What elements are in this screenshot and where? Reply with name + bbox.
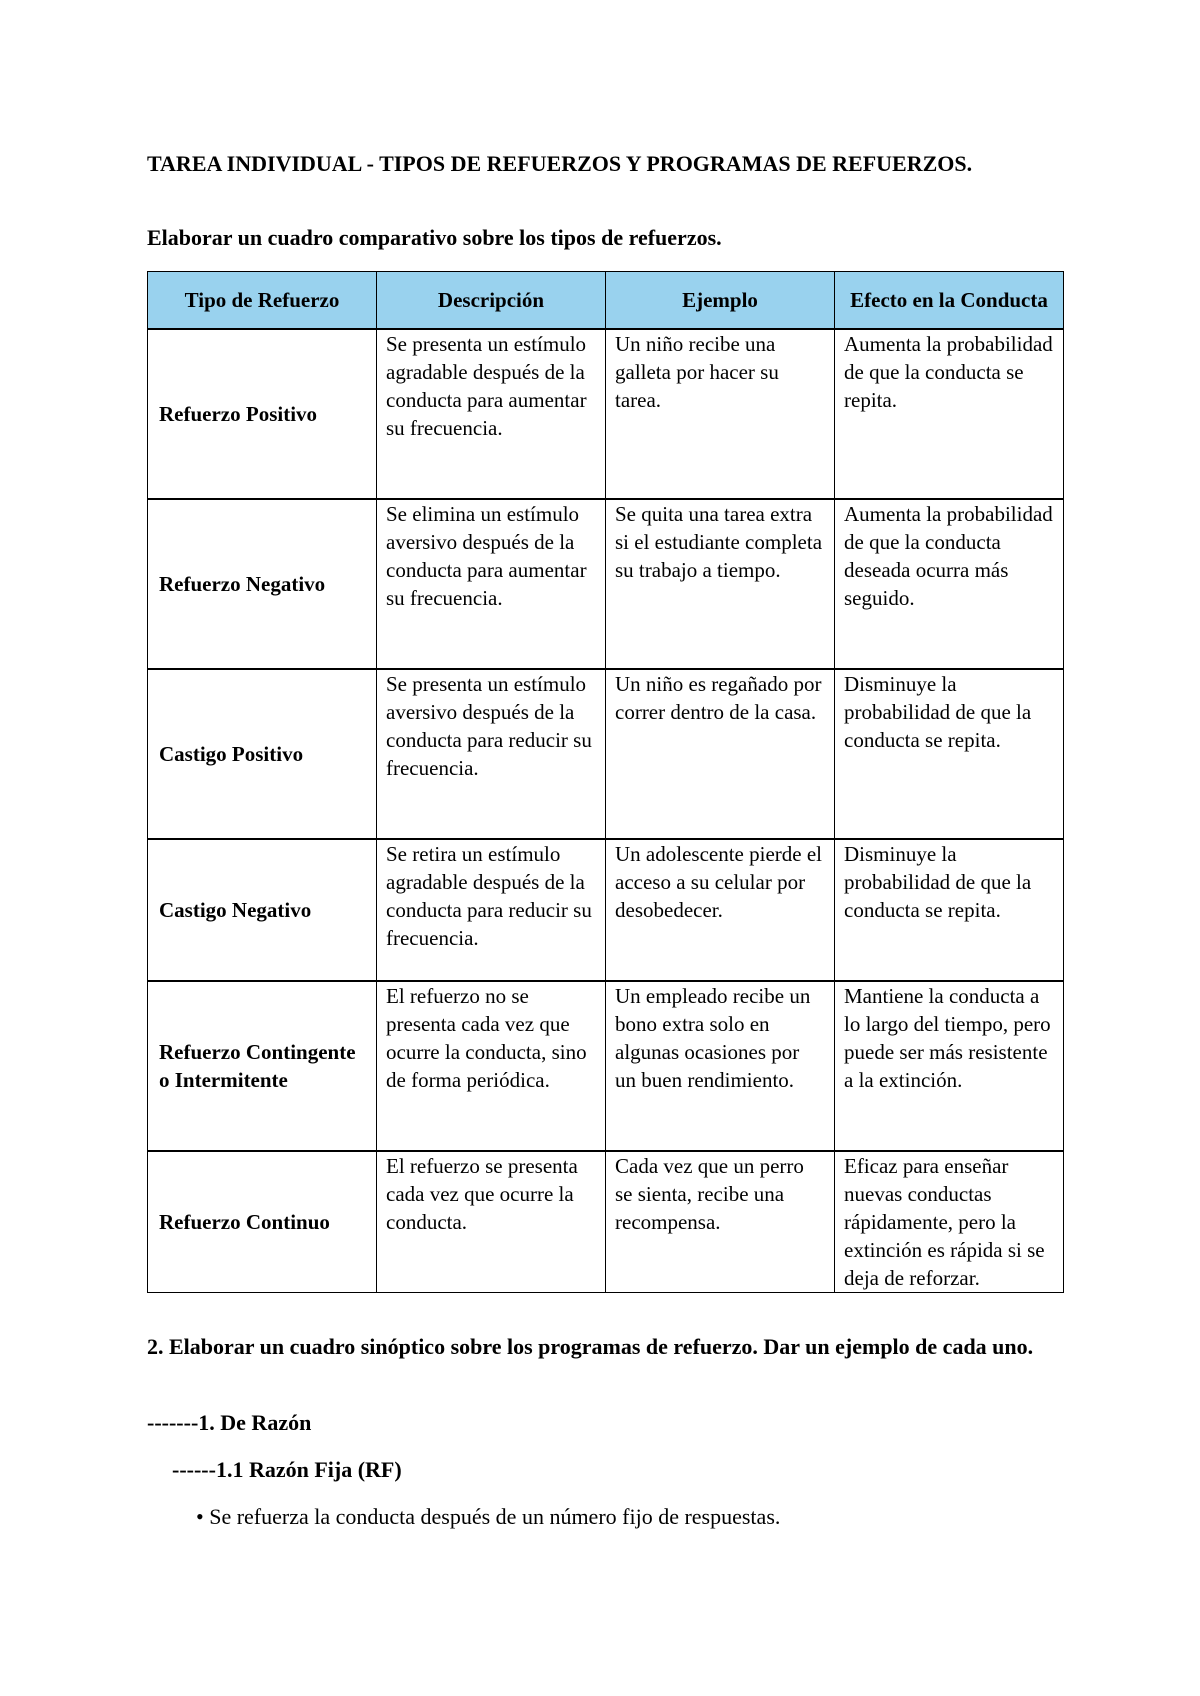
document-title: TAREA INDIVIDUAL - TIPOS DE REFUERZOS Y PROGRAMAS DE REFUERZOS. [147,151,973,176]
outline-level-1: -------1. De Razón [147,1410,312,1435]
section-2-heading: 2. Elaborar un cuadro sinóptico sobre los programas de refuerzo. Dar un ejemplo de cada uno. [147,1334,1034,1359]
cell-description: Se presenta un estímulo aversivo después de la conducta para reducir su frecuencia. [377,669,606,839]
cell-effect: Eficaz para enseñar nuevas conductas rápidamente, pero la extinción es rápida si se deja de reforzar. [835,1151,1064,1293]
column-header: Ejemplo [606,272,835,330]
cell-description: Se presenta un estímulo agradable después de la conducta para aumentar su frecuencia. [377,329,606,499]
table-row [148,981,1064,1151]
cell-description: El refuerzo no se presenta cada vez que ocurre la conducta, sino de forma periódica. [377,981,606,1151]
cell-example: Un niño es regañado por correr dentro de la casa. [606,669,835,839]
comparison-table [147,271,1064,1293]
outline-bullet: • Se refuerza la conducta después de un número fijo de respuestas. [196,1504,781,1529]
cell-effect: Aumenta la probabilidad de que la conducta deseada ocurra más seguido. [835,499,1064,669]
cell-description: El refuerzo se presenta cada vez que ocurre la conducta. [377,1151,606,1293]
cell-example: Un empleado recibe un bono extra solo en algunas ocasiones por un buen rendimiento. [606,981,835,1151]
cell-type: Refuerzo Contingente o Intermitente [148,981,377,1151]
table-header-row [148,272,1064,330]
table-row [148,839,1064,981]
cell-type: Castigo Negativo [148,839,377,981]
table-row [148,1151,1064,1293]
cell-type: Refuerzo Negativo [148,499,377,669]
column-header: Efecto en la Conducta [835,272,1064,330]
cell-effect: Aumenta la probabilidad de que la conducta se repita. [835,329,1064,499]
cell-example: Un adolescente pierde el acceso a su celular por desobedecer. [606,839,835,981]
cell-effect: Disminuye la probabilidad de que la conducta se repita. [835,839,1064,981]
cell-effect: Disminuye la probabilidad de que la conducta se repita. [835,669,1064,839]
table-row [148,329,1064,499]
cell-type: Refuerzo Continuo [148,1151,377,1293]
cell-example: Se quita una tarea extra si el estudiante completa su trabajo a tiempo. [606,499,835,669]
cell-description: Se elimina un estímulo aversivo después de la conducta para aumentar su frecuencia. [377,499,606,669]
cell-example: Cada vez que un perro se sienta, recibe una recompensa. [606,1151,835,1293]
cell-description: Se retira un estímulo agradable después de la conducta para reducir su frecuencia. [377,839,606,981]
column-header: Descripción [377,272,606,330]
table-row [148,669,1064,839]
outline-level-2: ------1.1 Razón Fija (RF) [172,1457,402,1482]
table-row [148,499,1064,669]
cell-type: Refuerzo Positivo [148,329,377,499]
section-1-heading: Elaborar un cuadro comparativo sobre los tipos de refuerzos. [147,225,722,250]
cell-effect: Mantiene la conducta a lo largo del tiempo, pero puede ser más resistente a la extinción. [835,981,1064,1151]
column-header: Tipo de Refuerzo [148,272,377,330]
cell-example: Un niño recibe una galleta por hacer su tarea. [606,329,835,499]
cell-type: Castigo Positivo [148,669,377,839]
